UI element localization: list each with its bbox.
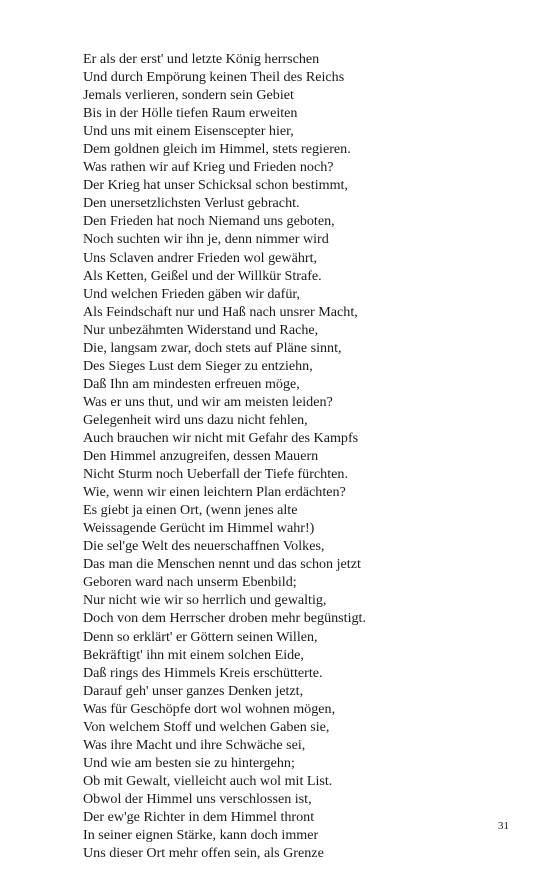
verse-line: Uns dieser Ort mehr offen sein, als Grenze [83, 845, 324, 862]
verse-line: Den Himmel anzugreifen, dessen Mauern [83, 448, 319, 465]
verse-line: Darauf geh' unser ganzes Denken jetzt, [83, 682, 304, 699]
verse-line: Doch von dem Herrscher droben mehr begünstigt. [83, 610, 366, 627]
verse-line: Dem goldnen gleich im Himmel, stets regieren. [83, 141, 351, 158]
verse-line: Er als der erst' und letzte König herrschen [83, 51, 320, 67]
verse-line: Wie, wenn wir einen leichtern Plan erdächten? [83, 484, 346, 501]
verse-line: Obwol der Himmel uns verschlossen ist, [83, 790, 312, 807]
verse-line: Es giebt ja einen Ort, (wenn jenes alte [83, 502, 298, 519]
verse-line: Daß rings des Himmels Kreis erschütterte. [83, 664, 323, 681]
verse-line: Jemals verlieren, sondern sein Gebiet [83, 87, 294, 104]
verse-line: Uns Sclaven andrer Frieden wol gewährt, [83, 249, 318, 266]
verse-line: Nur unbezähmten Widerstand und Rache, [83, 321, 319, 338]
verse-line: Nicht Sturm noch Ueberfall der Tiefe fürchten. [83, 466, 348, 483]
verse-line: Und wie am besten sie zu hintergehn; [83, 754, 295, 771]
verse-line: Was rathen wir auf Krieg und Frieden noch? [83, 159, 334, 176]
verse-line: Geboren ward nach unserm Ebenbild; [83, 574, 297, 591]
verse-line: Als Feindschaft nur und Haß nach unsrer Macht, [83, 303, 358, 320]
verse-line: Bis in der Hölle tiefen Raum erweiten [83, 105, 298, 122]
verse-line: In seiner eignen Stärke, kann doch immer [83, 827, 319, 844]
verse-line: Und durch Empörung keinen Theil des Reichs [83, 69, 345, 86]
verse-line: Weissagende Gerücht im Himmel wahr!) [83, 520, 315, 537]
verse-line: Auch brauchen wir nicht mit Gefahr des Kampfs [83, 429, 359, 446]
verse-line: Und uns mit einem Eisenscepter hier, [83, 123, 294, 140]
verse-line: Gelegenheit wird uns dazu nicht fehlen, [83, 411, 308, 428]
verse-line: Denn so erklärt' er Göttern seinen Willen, [83, 628, 318, 645]
verse-line: Das man die Menschen nennt und das schon jetzt [83, 556, 361, 573]
verse-line: Daß Ihn am mindesten erfreuen möge, [83, 375, 300, 392]
poem-text [83, 50, 513, 862]
verse-line: Den Frieden hat noch Niemand uns geboten, [83, 213, 335, 230]
verse-line: Von welchem Stoff und welchen Gaben sie, [83, 718, 330, 735]
verse-line: Ob mit Gewalt, vielleicht auch wol mit List. [83, 772, 333, 789]
verse-line: Nur nicht wie wir so herrlich und gewaltig, [83, 592, 327, 609]
verse-line: Was für Geschöpfe dort wol wohnen mögen, [83, 700, 336, 717]
verse-line: Was ihre Macht und ihre Schwäche sei, [83, 736, 306, 753]
verse-line: Den unersetzlichsten Verlust gebracht. [83, 195, 300, 212]
verse-line: Bekräftigt' ihn mit einem solchen Eide, [83, 646, 304, 663]
verse-line: Die sel'ge Welt des neuerschaffnen Volkes, [83, 538, 325, 555]
verse-line: Der ew'ge Richter in dem Himmel thront [83, 808, 315, 825]
verse-line: Des Sieges Lust dem Sieger zu entziehn, [83, 357, 313, 374]
verse-line: Was er uns thut, und wir am meisten leiden? [83, 393, 333, 410]
verse-line: Noch suchten wir ihn je, denn nimmer wird [83, 231, 329, 248]
verse-line: Und welchen Frieden gäben wir dafür, [83, 285, 301, 302]
page-number: 31 [498, 820, 509, 832]
verse-line: Als Ketten, Geißel und der Willkür Strafe. [83, 267, 322, 284]
verse-line: Die, langsam zwar, doch stets auf Pläne sinnt, [83, 339, 342, 356]
verse-line: Der Krieg hat unser Schicksal schon bestimmt, [83, 177, 348, 194]
